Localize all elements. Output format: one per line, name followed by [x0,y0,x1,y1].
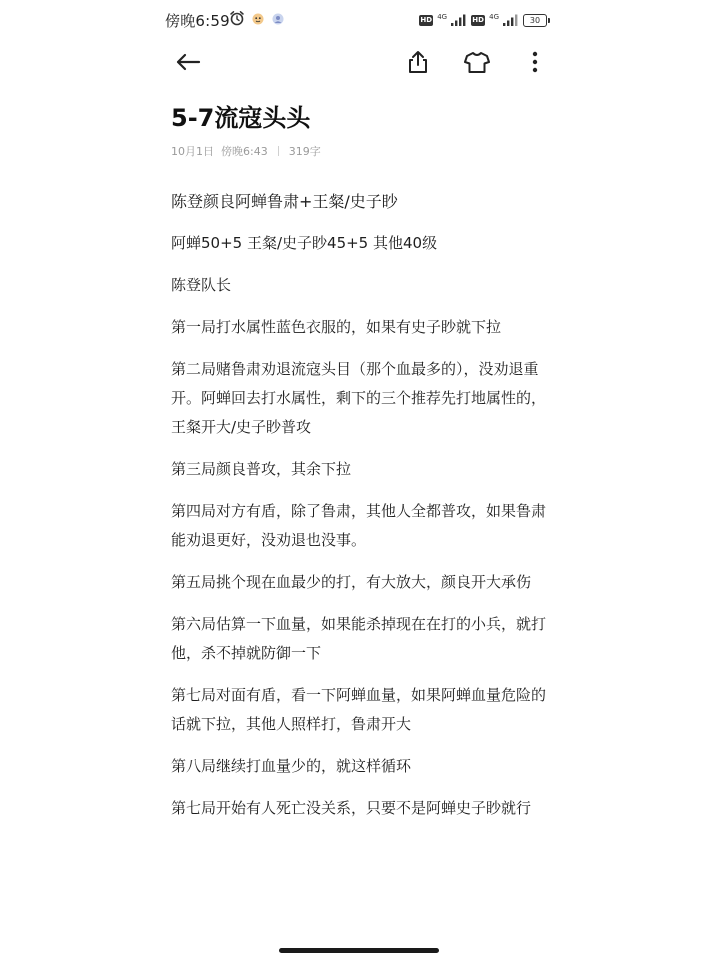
app-notification-icon [251,11,265,30]
note-date: 10月1日 [171,145,214,158]
hd-badge: HD [420,16,433,24]
theme-button[interactable] [461,48,493,80]
note-line[interactable]: 第一局打水属性蓝色衣服的，如果有史子眇就下拉 [171,318,502,336]
status-right-icons [419,11,550,30]
share-icon [407,50,429,78]
more-button[interactable] [519,48,551,80]
signal-icon [503,11,519,30]
note-body[interactable] [171,186,551,836]
share-button[interactable] [402,48,434,80]
status-left-icons [229,10,285,30]
app-notification-icon [271,11,285,30]
note-line[interactable]: 第四局对方有盾，除了鲁肃，其他人全都普攻，如果鲁肃能劝退更好，没劝退也没事。 [171,502,547,549]
note-time: 傍晚6:43 [221,145,268,158]
note-title[interactable]: 5-7流寇头头 [171,104,311,132]
back-button[interactable] [172,48,204,80]
note-line[interactable]: 第七局开始有人死亡没关系，只要不是阿蝉史子眇就行 [171,799,532,817]
more-vertical-icon [532,51,538,77]
note-meta [171,143,321,159]
note-line[interactable]: 阿蝉50+5 王粲/史子眇45+5 其他40级 [171,234,438,252]
battery-tip [548,18,550,23]
status-bar [0,0,720,40]
word-count: 319字 [288,145,321,158]
network-type: 4G [437,12,448,21]
status-time: 傍晚6:59 [165,12,230,30]
alarm-icon [229,10,245,30]
signal-icon [451,11,467,30]
note-toolbar [0,40,720,86]
note-line[interactable]: 第六局估算一下血量，如果能杀掉现在在打的小兵，就打他，杀不掉就防御一下 [171,615,547,662]
note-line[interactable]: 第八局继续打血量少的，就这样循环 [171,757,412,775]
note-line[interactable]: 第三局颜良普攻，其余下拉 [171,460,352,478]
note-line[interactable]: 陈登颜良阿蝉鲁肃+王粲/史子眇 [171,192,398,211]
home-indicator[interactable] [279,948,439,953]
meta-divider [278,146,279,156]
note-line[interactable]: 第五局挑个现在血最少的打，有大放大，颜良开大承伤 [171,573,532,591]
note-line[interactable]: 第七局对面有盾，看一下阿蝉血量，如果阿蝉血量危险的话就下拉，其他人照样打，鲁肃开大 [171,686,547,733]
note-line[interactable]: 陈登队长 [171,276,232,294]
arrow-left-icon [175,52,201,76]
shirt-icon [464,51,490,77]
note-line[interactable]: 第二局赌鲁肃劝退流寇头目（那个血最多的），没劝退重开。阿蝉回去打水属性，剩下的三个推荐先打地属性的，王粲开大/史子眇普攻 [171,360,547,436]
hd-badge: HD [472,16,484,24]
battery-icon [523,14,550,27]
battery-level: 30 [523,14,547,27]
network-type: 4G [489,12,499,21]
